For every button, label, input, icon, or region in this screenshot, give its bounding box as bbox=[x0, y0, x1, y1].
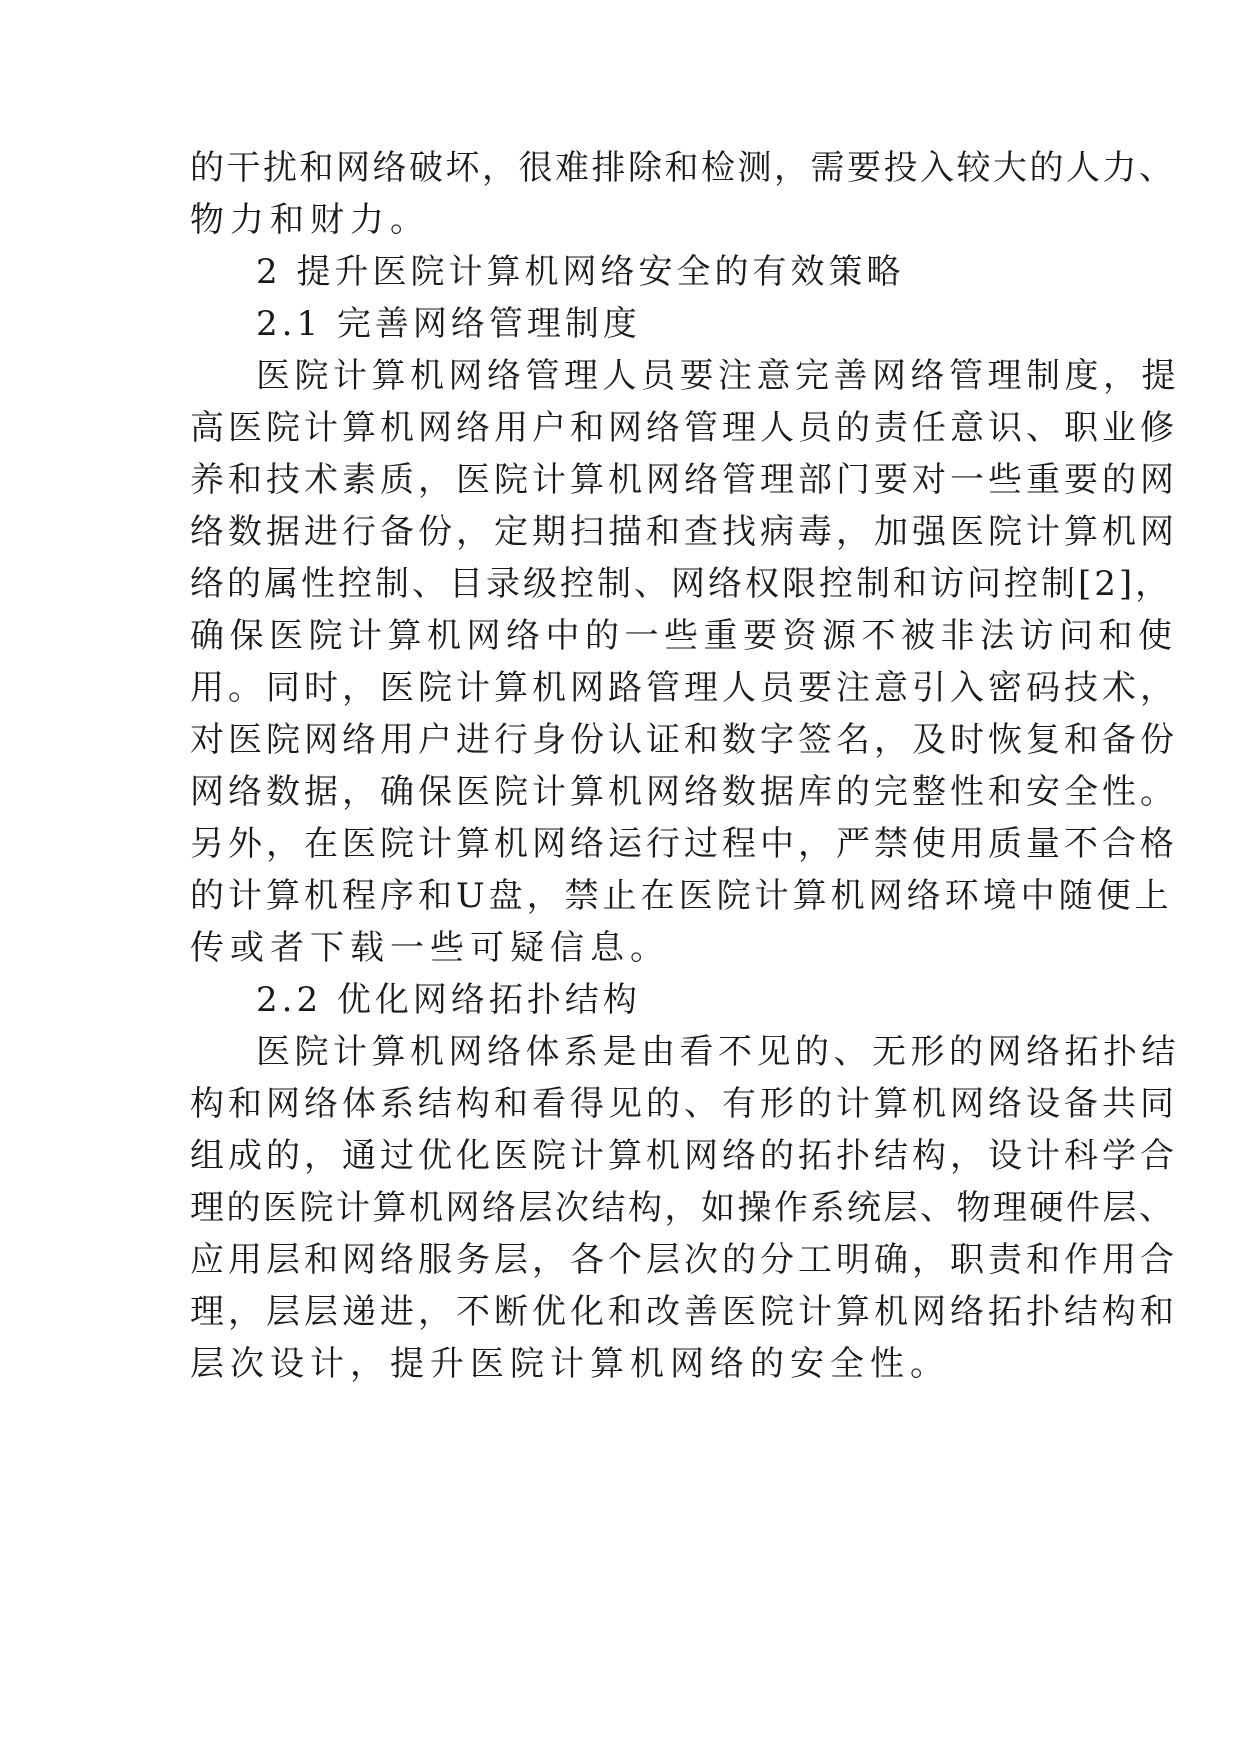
section-heading: 2 提升医院计算机网络安全的有效策略 bbox=[256, 252, 905, 292]
body-text-line: 确保医院计算机网络中的一些重要资源不被非法访问和使 bbox=[190, 616, 1178, 656]
body-text-line: 养和技术素质，医院计算机网络管理部门要对一些重要的网 bbox=[190, 460, 1178, 500]
body-text-line: 用。同时，医院计算机网路管理人员要注意引入密码技术， bbox=[190, 668, 1178, 708]
body-text-line: 高医院计算机网络用户和网络管理人员的责任意识、职业修 bbox=[190, 408, 1178, 448]
subsection-heading: 2.2 优化网络拓扑结构 bbox=[256, 980, 641, 1020]
body-text-line: 络数据进行备份，定期扫描和查找病毒，加强医院计算机网 bbox=[190, 512, 1178, 552]
body-text-line: 应用层和网络服务层，各个层次的分工明确，职责和作用合 bbox=[190, 1240, 1178, 1280]
body-text-line: 物力和财力。 bbox=[190, 200, 430, 240]
body-text-line: 另外，在医院计算机网络运行过程中，严禁使用质量不合格 bbox=[190, 824, 1178, 864]
body-text-line: 构和网络体系结构和看得见的、有形的计算机网络设备共同 bbox=[190, 1084, 1178, 1124]
body-text-line: 络的属性控制、目录级控制、网络权限控制和访问控制[2]， bbox=[190, 564, 1173, 604]
body-text-line: 的计算机程序和U盘，禁止在医院计算机网络环境中随便上 bbox=[190, 876, 1173, 916]
body-text-line: 层次设计，提升医院计算机网络的安全性。 bbox=[190, 1344, 950, 1384]
body-text-line: 医院计算机网络体系是由看不见的、无形的网络拓扑结 bbox=[256, 1032, 1180, 1072]
body-text-line: 组成的，通过优化医院计算机网络的拓扑结构，设计科学合 bbox=[190, 1136, 1178, 1176]
body-text-line: 网络数据，确保医院计算机网络数据库的完整性和安全性。 bbox=[190, 772, 1178, 812]
body-text-line: 对医院网络用户进行身份认证和数字签名，及时恢复和备份 bbox=[190, 720, 1178, 760]
body-text-line: 理，层层递进，不断优化和改善医院计算机网络拓扑结构和 bbox=[190, 1292, 1178, 1332]
body-text-line: 的干扰和网络破坏，很难排除和检测，需要投入较大的人力、 bbox=[190, 148, 1176, 188]
subsection-heading: 2.1 完善网络管理制度 bbox=[256, 304, 641, 344]
body-text-line: 理的医院计算机网络层次结构，如操作系统层、物理硬件层、 bbox=[190, 1188, 1176, 1228]
body-text-line: 医院计算机网络管理人员要注意完善网络管理制度，提 bbox=[256, 356, 1180, 396]
body-text-line: 传或者下载一些可疑信息。 bbox=[190, 928, 670, 968]
